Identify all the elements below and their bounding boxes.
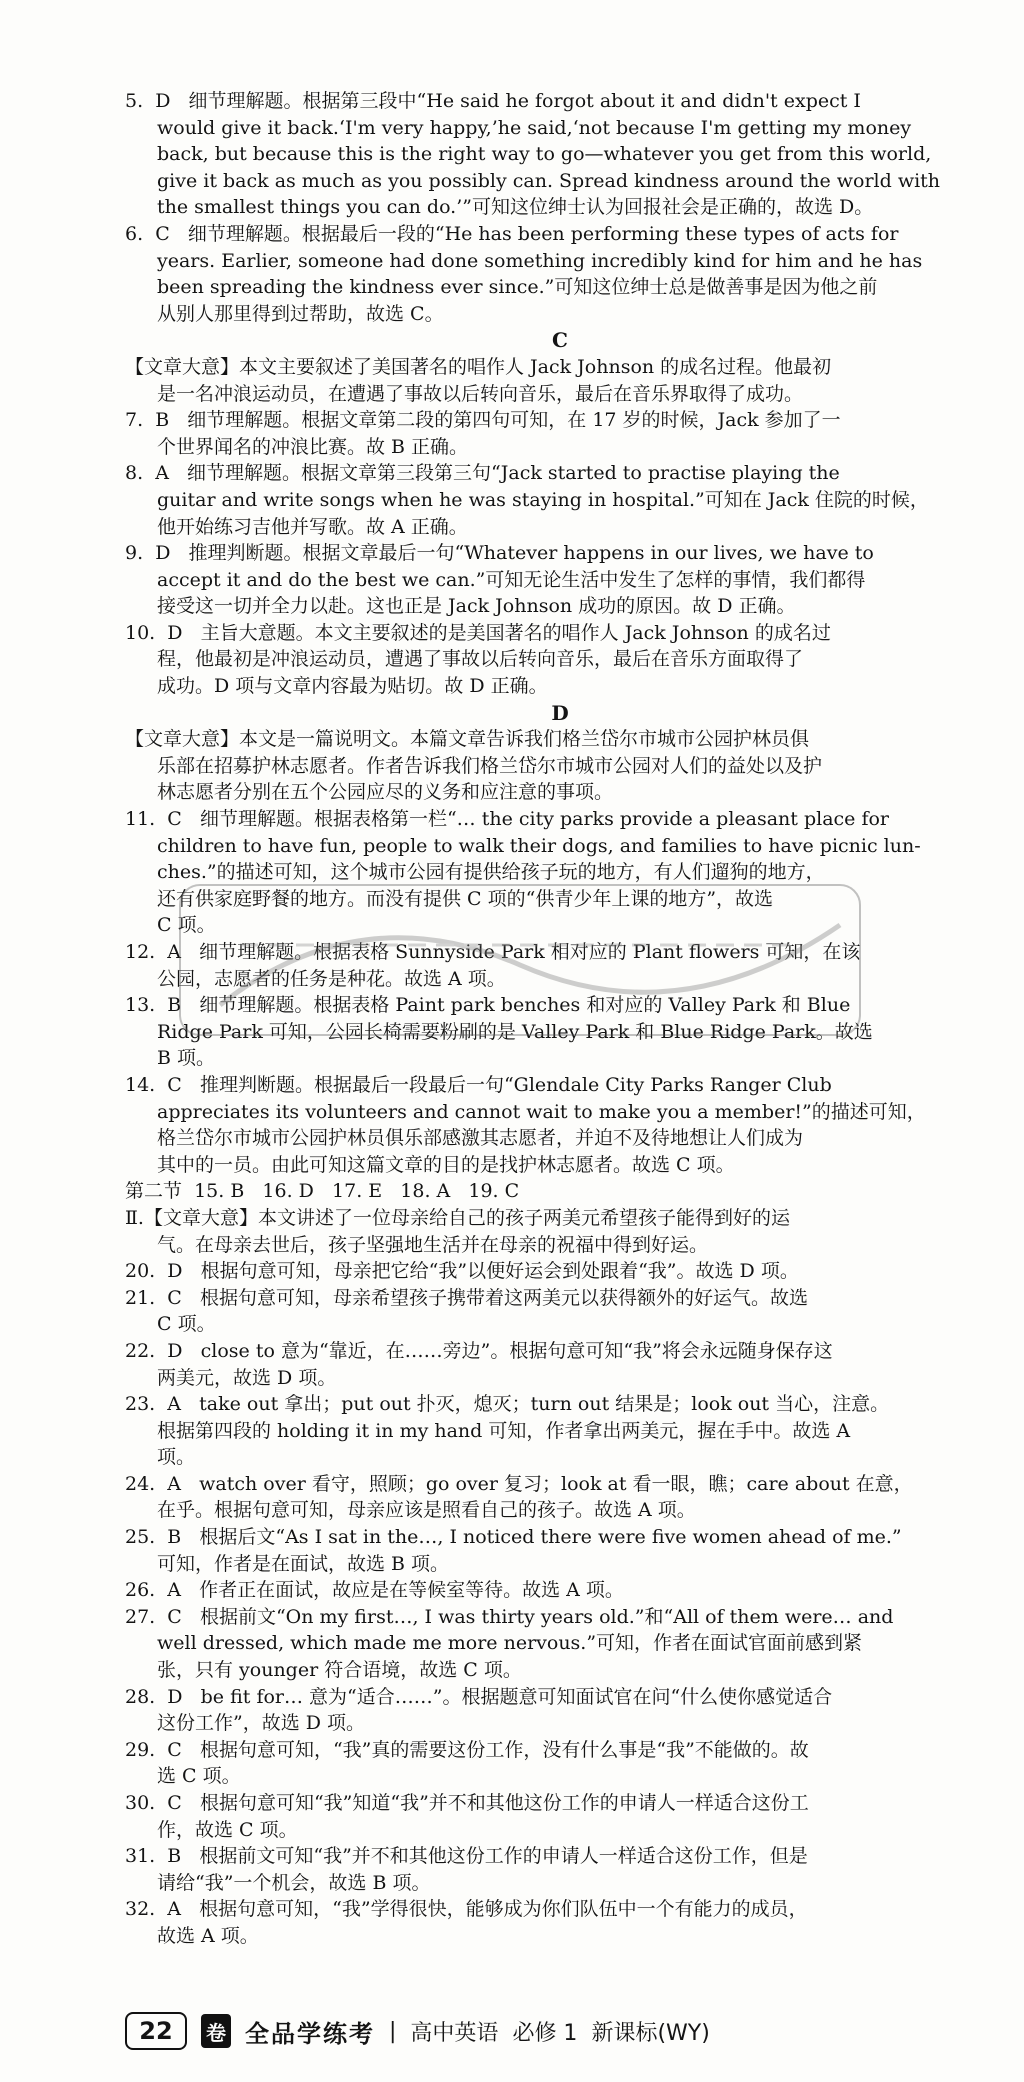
footer-separator: |: [389, 2018, 397, 2044]
text-line: 是一名冲浪运动员，在遭遇了事故以后转向音乐，最后在音乐界取得了成功。: [157, 382, 804, 405]
edition-label: 新课标(WY): [591, 2020, 710, 2046]
text-line: 其中的一员。由此可知这篇文章的目的是找护林志愿者。故选 C 项。: [157, 1153, 735, 1176]
text-line: 11. C 细节理解题。根据表格第一栏“… the city parks provide a pleasant place for: [125, 808, 890, 831]
text-line: 29. C 根据句意可知，“我”真的需要这份工作，没有什么事是“我”不能做的。故: [125, 1738, 809, 1761]
text-line: 14. C 推理判断题。根据最后一段最后一句“Glendale City Parks Ranger Club: [125, 1073, 832, 1096]
text-line: 28. D be fit for… 意为“适合……”。根据题意可知面试官在问“什么使你感觉适合: [125, 1685, 833, 1708]
text-line: 接受这一切并全力以赴。这也正是 Jack Johnson 成功的原因。故 D 正确。: [157, 595, 796, 618]
module-label: 必修 1: [512, 2020, 578, 2046]
text-line: 故选 A 项。: [157, 1924, 259, 1947]
text-line: 请给“我”一个机会，故选 B 项。: [157, 1871, 431, 1894]
text-line: 【文章大意】本文是一篇说明文。本篇文章告诉我们格兰岱尔市城市公园护林员俱: [125, 728, 810, 751]
text-line: Ⅱ.【文章大意】本文讲述了一位母亲给自己的孩子两美元希望孩子能得到好的运: [125, 1206, 790, 1229]
brand-name: 全品学练考: [245, 2019, 375, 2048]
text-line: 作，故选 C 项。: [157, 1818, 298, 1841]
text-line: 26. A 作者正在面试，故应是在等候室等待。故选 A 项。: [125, 1579, 624, 1602]
text-line: 27. C 根据前文“On my first…, I was thirty years old.”和“All of them were… and: [125, 1605, 894, 1628]
text-line: 22. D close to 意为“靠近，在……旁边”。根据句意可知“我”将会永远随身保存这: [125, 1339, 833, 1362]
text-line: 31. B 根据前文可知“我”并不和其他这份工作的申请人一样适合这份工作，但是: [125, 1845, 808, 1868]
text-line: children to have fun, people to walk their dogs, and families to have picnic lun-: [157, 834, 921, 857]
text-line: years. Earlier, someone had done something incredibly kind for him and he has: [157, 249, 923, 272]
text-line: appreciates its volunteers and cannot wait to make you a member!”的描述可知，: [157, 1100, 926, 1123]
text-line: 【文章大意】本文主要叙述了美国著名的唱作人 Jack Johnson 的成名过程。他最初: [125, 355, 832, 378]
text-line: 23. A take out 拿出；put out 扑灭，熄灭；turn out 结果是；look out 当心，注意。: [125, 1393, 890, 1416]
text-line: guitar and write songs when he was staying in hospital.”可知在 Jack 住院的时候，: [157, 488, 929, 511]
text-line: 5. D 细节理解题。根据第三段中“He said he forgot about it and didn't expect I: [125, 90, 861, 112]
text-line: 项。: [157, 1446, 196, 1469]
text-line: 选 C 项。: [157, 1765, 241, 1788]
text-line: 30. C 根据句意可知“我”知道“我”并不和其他这份工作的申请人一样适合这份工: [125, 1792, 809, 1814]
page-footer: [125, 2010, 985, 2052]
section-heading: D: [551, 700, 569, 725]
text-line: 程，他最初是冲浪运动员，遭遇了事故以后转向音乐，最后在音乐方面取得了: [157, 648, 804, 671]
text-line: 两美元，故选 D 项。: [157, 1366, 337, 1389]
text-line: 根据第四段的 holding it in my hand 可知，作者拿出两美元，握在手中。故选 A: [157, 1419, 851, 1442]
text-line: give it back as much as you possibly can. Spread kindness around the world with: [157, 169, 941, 192]
page-number: 22: [125, 2012, 187, 2050]
text-line: accept it and do the best we can.”可知无论生活中发生了怎样的事情，我们都得: [157, 568, 866, 591]
text-line: Ridge Park 可知，公园长椅需要粉刷的是 Valley Park 和 Blue Ridge Park。故选: [157, 1020, 873, 1043]
text-line: 20. D 根据句意可知，母亲把它给“我”以便好运会到处跟着“我”。故选 D 项。: [125, 1260, 799, 1283]
text-line: 25. B 根据后文“As I sat in the…, I noticed there were five women ahead of me.”: [125, 1526, 902, 1549]
text-line: been spreading the kindness ever since.”可知这位绅士总是做善事是因为他之前: [157, 276, 878, 299]
text-line: 第二节 15. B 16. D 17. E 18. A 19. C: [125, 1180, 520, 1203]
text-line: 还有供家庭野餐的地方。而没有提供 C 项的“供青少年上课的地方”，故选: [157, 887, 774, 910]
text-line: 个世界闻名的冲浪比赛。故 B 正确。: [157, 435, 469, 458]
text-line: 林志愿者分别在五个公园应尽的义务和应注意的事项。: [157, 781, 614, 804]
text-line: 气。在母亲去世后，孩子坚强地生活并在母亲的祝福中得到好运。: [157, 1233, 709, 1256]
text-line: back, but because this is the right way to go—whatever you get from this world,: [157, 143, 932, 166]
text-line: 9. D 推理判断题。根据文章最后一句“Whatever happens in our lives, we have to: [125, 542, 874, 565]
text-line: C 项。: [157, 1313, 216, 1336]
text-line: 公园，志愿者的任务是种花。故选 A 项。: [157, 967, 506, 990]
answer-key-content: [125, 88, 995, 1950]
text-line: 乐部在招募护林志愿者。作者告诉我们格兰岱尔市城市公园对人们的益处以及护: [157, 754, 823, 777]
juan-label: 卷: [201, 2014, 231, 2048]
text-line: 可知，作者是在面试，故选 B 项。: [157, 1552, 450, 1575]
text-line: 24. A watch over 看守，照顾；go over 复习；look at 看一眼，瞧；care about 在意，: [125, 1472, 913, 1495]
text-line: 成功。D 项与文章内容最为贴切。故 D 正确。: [157, 675, 548, 698]
text-line: 10. D 主旨大意题。本文主要叙述的是美国著名的唱作人 Jack Johnson 的成名过: [125, 621, 831, 644]
text-line: 7. B 细节理解题。根据文章第二段的第四句可知，在 17 岁的时候，Jack 参加了一: [125, 409, 841, 432]
text-line: 他开始练习吉他并写歌。故 A 正确。: [157, 515, 468, 538]
text-line: B 项。: [157, 1047, 216, 1070]
text-line: 在乎。根据句意可知，母亲应该是照看自己的孩子。故选 A 项。: [157, 1499, 696, 1522]
subject-label: 高中英语: [410, 2020, 499, 2046]
text-line: 13. B 细节理解题。根据表格 Paint park benches 和对应的 Valley Park 和 Blue: [125, 994, 851, 1017]
section-heading: C: [552, 328, 568, 353]
text-line: 这份工作”，故选 D 项。: [157, 1712, 366, 1735]
text-line: ches.”的描述可知，这个城市公园有提供给孩子玩的地方，有人们遛狗的地方，: [157, 861, 825, 884]
text-line: 从别人那里得到过帮助，故选 C。: [157, 302, 444, 325]
text-line: 32. A 根据句意可知，“我”学得很快，能够成为你们队伍中一个有能力的成员，: [125, 1898, 808, 1921]
text-line: 21. C 根据句意可知，母亲希望孩子携带着这两美元以获得额外的好运气。故选: [125, 1286, 808, 1309]
text-line: 格兰岱尔市城市公园护林员俱乐部感激其志愿者，并迫不及待地想让人们成为: [157, 1127, 804, 1150]
text-line: 6. C 细节理解题。根据最后一段的“He has been performing these types of acts for: [125, 222, 899, 245]
text-line: the smallest things you can do.’”可知这位绅士认为回报社会是正确的，故选 D。: [157, 196, 874, 219]
text-line: well dressed, which made me more nervous.”可知，作者在面试官面前感到紧: [157, 1632, 863, 1655]
text-line: C 项。: [157, 914, 216, 937]
text-line: 8. A 细节理解题。根据文章第三段第三句“Jack started to practise playing the: [125, 462, 840, 485]
text-line: would give it back.‘I'm very happy,’he said,‘not because I'm getting my money: [157, 116, 912, 139]
text-line: 张，只有 younger 符合语境，故选 C 项。: [157, 1659, 522, 1682]
text-line: 12. A 细节理解题。根据表格 Sunnyside Park 相对应的 Plant flowers 可知，在该: [125, 941, 861, 963]
